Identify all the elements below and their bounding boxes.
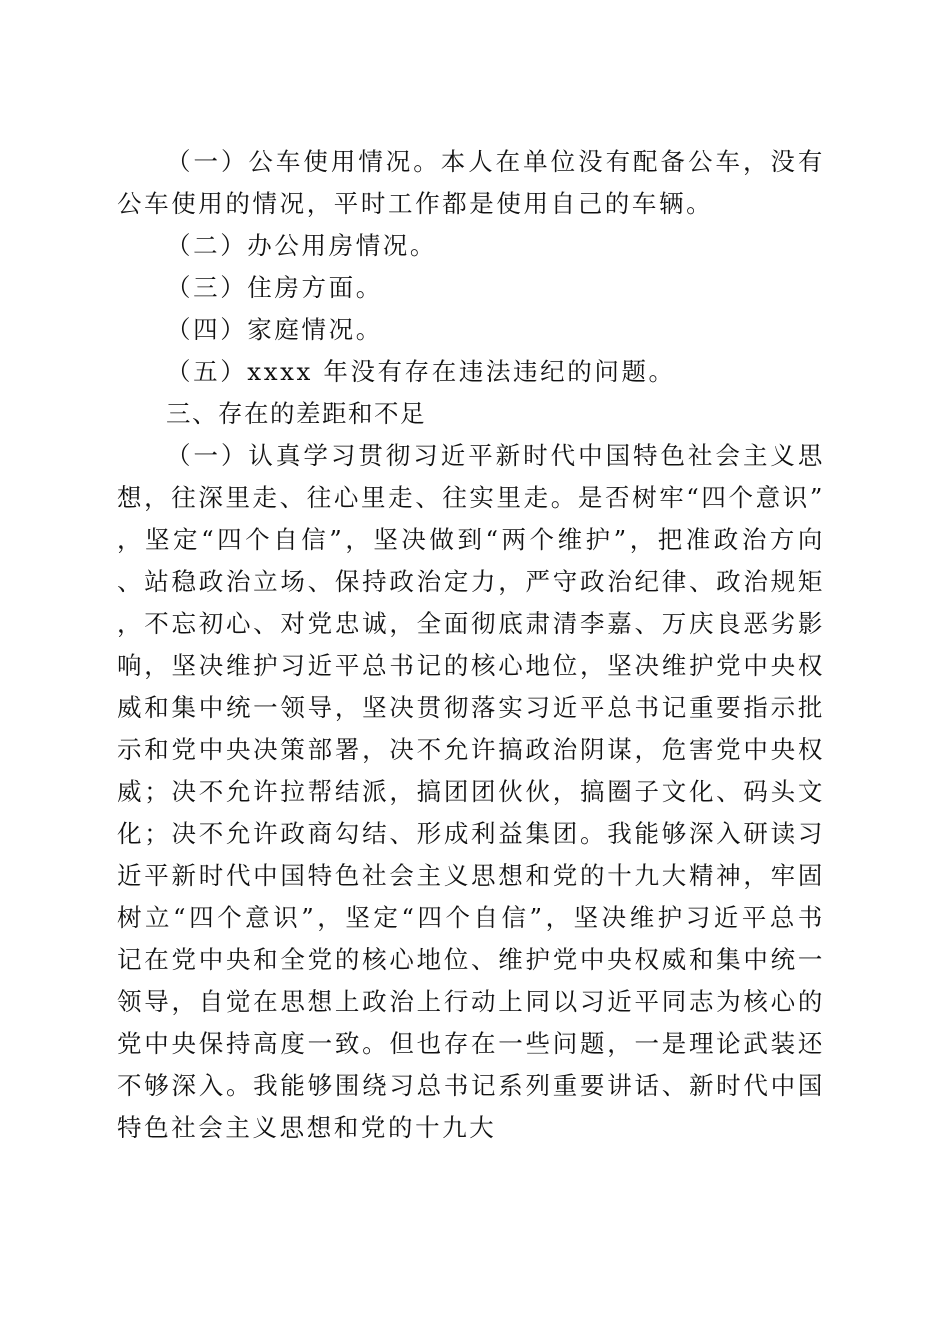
- paragraph-official-car: （一）公车使用情况。本人在单位没有配备公车，没有公车使用的情况，平时工作都是使用自己的车辆。: [117, 147, 825, 218]
- paragraph-study-thought: （一）认真学习贯彻习近平新时代中国特色社会主义思想，往深里走、往心里走、往实里走。是否树牢“四个意识”，坚定“四个自信”，坚决做到“两个维护”，把准政治方向、站稳政治立场、保持政治定力，严守政治纪律、政治规矩，不忘初心、对党忠诚，全面彻底肃清李嘉、万庆良恶劣影响，坚决维护习近平总书记的核心地位，坚决维护党中央权威和集中统一领导，坚决贯彻落实习近平总书记重要指示批示和党中央决策部署，决不允许搞政治阴谋，危害党中央权威；决不允许拉帮结派，搞团团伙伙，搞圈子文化、码头文化；决不允许政商勾结、形成利益集团。我能够深入研读习近平新时代中国特色社会主义思想和党的十九大精神，牢固树立“四个意识”，坚定“四个自信”，坚决维护习近平总书记在党中央和全党的核心地位、维护党中央权威和集中统一领导，自觉在思想上政治上行动上同以习近平同志为核心的党中央保持高度一致。但也存在一些问题，一是理论武装还不够深入。我能够围绕习总书记系列重要讲话、新时代中国特色社会主义思想和党的十九大: [117, 441, 825, 1142]
- document-body: [117, 141, 825, 1149]
- paragraph-office-space: （二）办公用房情况。: [166, 231, 437, 260]
- paragraph-family: （四）家庭情况。: [166, 315, 383, 344]
- paragraph-housing: （三）住房方面。: [166, 273, 383, 302]
- section-heading: 三、存在的差距和不足: [166, 399, 426, 428]
- paragraph-violations: （五）xxxx 年没有存在违法违纪的问题。: [166, 357, 676, 386]
